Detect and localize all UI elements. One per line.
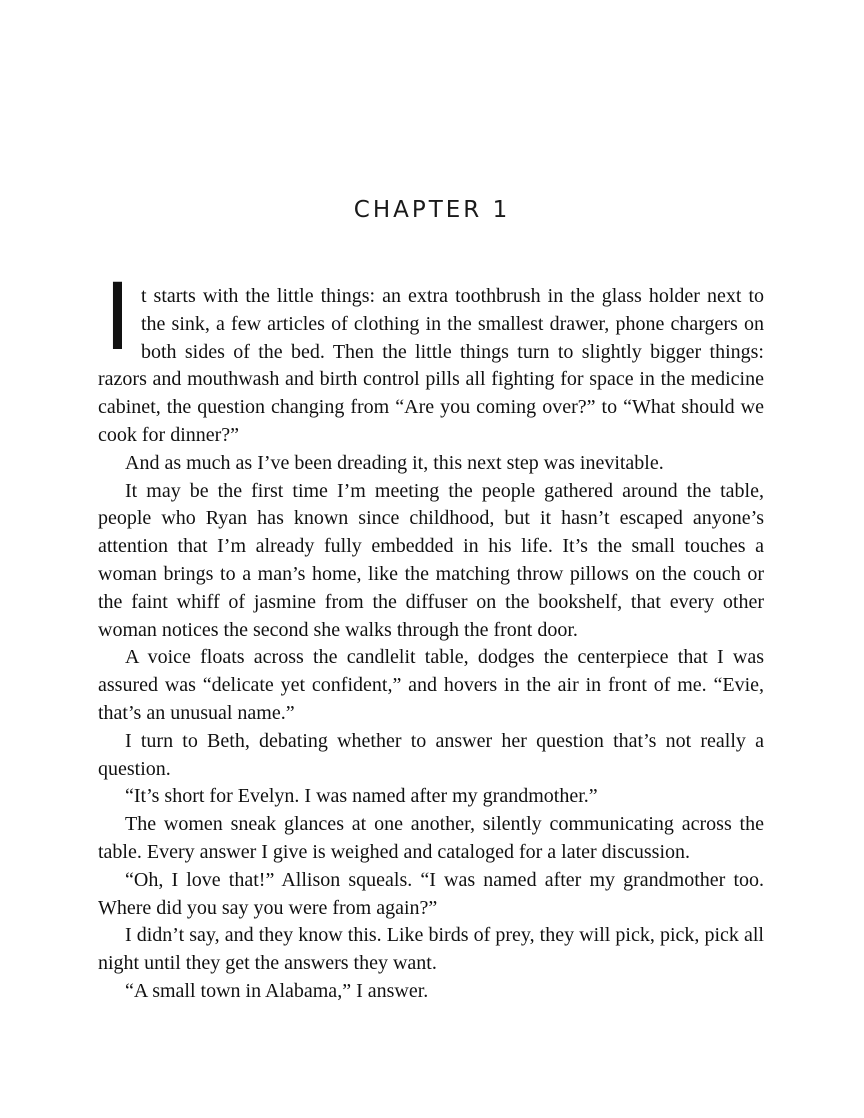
paragraph-5: I turn to Beth, debating whether to answer her question that’s not really a question. — [98, 729, 764, 780]
paragraph-1-text: t starts with the little things: an extra toothbrush in the glass holder next to the sink, a few articles of clothing in the smallest drawer, phone chargers on both sides of the bed. Then the little things turn to slightly bigger things: razors and mouthwash and birth control pills all fighting for space in the medicine cabinet, the question changing from “Are you coming over?” to “What should we cook for dinner?” — [98, 285, 764, 446]
paragraph-7: The women sneak glances at one another, silently communicating across the table. Every answer I give is weighed and cataloged for a later discussion. — [98, 813, 764, 863]
chapter-body — [98, 261, 764, 1006]
drop-cap: I — [104, 261, 131, 370]
paragraph-6: “It’s short for Evelyn. I was named after my grandmother.” — [125, 785, 598, 808]
paragraph-10: “A small town in Alabama,” I answer. — [125, 979, 429, 1002]
paragraph-1 — [98, 261, 764, 450]
paragraph-2: And as much as I’ve been dreading it, this next step was inevitable. — [125, 451, 664, 474]
paragraph-3: It may be the first time I’m meeting the people gathered around the table, people who Ryan has known since childhood, but it hasn’t escaped anyone’s attention that I’m already fully embedded in his life. It’s the small touches a woman brings to a man’s home, like the matching throw pillows on the couch or the faint whiff of jasmine from the diffuser on the bookshelf, that every other woman notices the second she walks through the front door. — [98, 479, 764, 641]
chapter-title: CHAPTER 1 — [353, 197, 511, 223]
paragraph-8: “Oh, I love that!” Allison squeals. “I was named after my grandmother too. Where did you say you were from again?” — [98, 868, 764, 919]
paragraph-4: A voice floats across the candlelit table, dodges the centerpiece that I was assured was “delicate yet confident,” and hovers in the air in front of me. “Evie, that’s an unusual name.” — [98, 646, 764, 724]
paragraph-9: I didn’t say, and they know this. Like birds of prey, they will pick, pick, pick all night until they get the answers they want. — [98, 924, 764, 975]
